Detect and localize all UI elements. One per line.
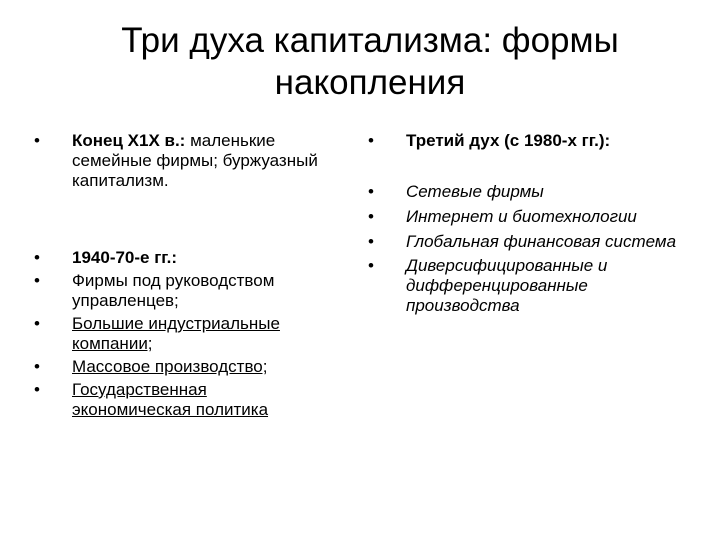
- bullet-icon: •: [368, 131, 374, 150]
- item-text: Массовое производство;: [72, 357, 268, 376]
- bullet-icon: •: [34, 131, 40, 150]
- bullet-icon: •: [34, 314, 40, 333]
- title-line-1: Три духа капитализма: формы: [121, 21, 619, 60]
- bullet-icon: •: [368, 256, 374, 275]
- period-label: Конец Х1Х в.:: [72, 131, 186, 150]
- list-item-internet-biotech: [364, 207, 694, 227]
- list-item-state-policy: [30, 380, 330, 420]
- list-item-diversified-production: [364, 256, 694, 316]
- item-text: Интернет и биотехнологии: [406, 207, 637, 226]
- list-item-third-spirit: [364, 131, 694, 151]
- list-item-global-finance: [364, 232, 694, 252]
- bullet-icon: •: [34, 271, 40, 290]
- item-text: Диверсифицированные и дифференцированные производства: [406, 256, 608, 315]
- list-item-mass-production: [30, 357, 330, 377]
- period-label: 1940-70-е гг.:: [72, 248, 178, 267]
- bullet-icon: •: [368, 232, 374, 251]
- item-text: Глобальная финансовая система: [406, 232, 677, 251]
- slide-title: [60, 20, 680, 104]
- left-column: [30, 131, 330, 420]
- list-item-managed-firms: [30, 271, 330, 311]
- period-description: маленькие семейные фирмы; буржуазный капитализм.: [72, 131, 318, 190]
- item-text: Фирмы под руководством управленцев;: [72, 271, 275, 310]
- right-column: [364, 131, 694, 316]
- title-line-2: накопления: [274, 63, 466, 102]
- bullet-icon: •: [34, 248, 40, 267]
- bullet-icon: •: [368, 182, 374, 201]
- bullet-icon: •: [34, 357, 40, 376]
- list-item-industrial-companies: [30, 314, 330, 354]
- item-text: Сетевые фирмы: [406, 182, 544, 201]
- bullet-icon: •: [34, 380, 40, 399]
- section-heading: Третий дух (с 1980-х гг.):: [406, 131, 611, 150]
- item-text: Большие индустриальные компании;: [72, 314, 280, 353]
- list-item-end-19th-century: [30, 131, 330, 191]
- list-item-network-firms: [364, 182, 694, 202]
- bullet-icon: •: [368, 207, 374, 226]
- item-text: Государственная экономическая политика: [72, 380, 269, 419]
- list-item-1940-70: [30, 248, 330, 268]
